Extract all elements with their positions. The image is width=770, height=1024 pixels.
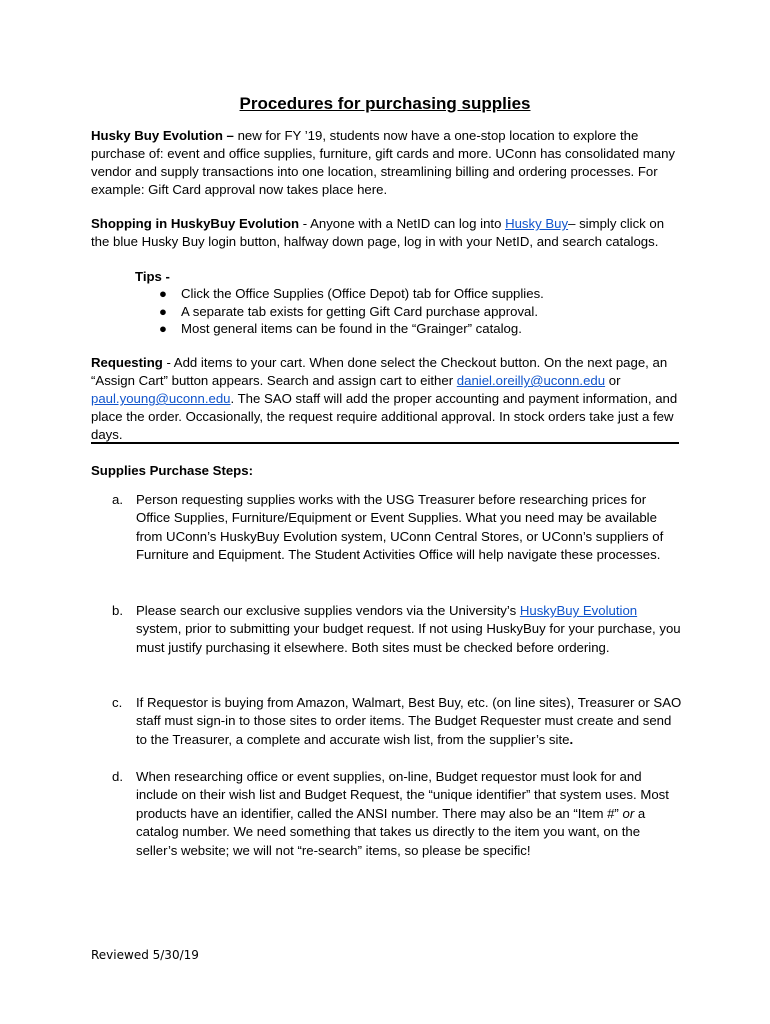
step-a: [112, 491, 682, 565]
step-d-text-2: a catalog number. We need something that takes us directly to the item you want, on the seller’s website; we will not “re-search” items, so please be specific!: [136, 805, 646, 858]
shopping-heading: Shopping in HuskyBuy Evolution: [91, 216, 300, 231]
steps-heading: Supplies Purchase Steps:: [91, 463, 253, 478]
step-b-text-before: Please search our exclusive supplies vendors via the University’s: [136, 603, 520, 618]
step-marker: a.: [112, 492, 123, 507]
tip-text: A separate tab exists for getting Gift Card purchase approval.: [181, 303, 538, 319]
step-d-text-1: When researching office or event supplies, on-line, Budget requestor must look for and include on their wish list and Budget Request, the “unique identifier” that system uses. Most products have an identifier, called the ANSI number. There may also be an “Item #”: [136, 769, 669, 821]
step-a-text: Person requesting supplies works with the USG Treasurer before researching prices for Office Supplies, Furniture/Equipment or Event Supplies. What you need may be available from UConn’s HuskyBuy Evolution system, UConn Central Stores, or UConn’s suppliers of Furniture and Equipment. The Student Activities Office will help navigate these processes.: [136, 492, 664, 563]
huskybuy-evolution-link[interactable]: HuskyBuy Evolution: [519, 603, 638, 618]
husky-buy-link[interactable]: Husky Buy: [505, 216, 569, 231]
page-title: Procedures for purchasing supplies: [239, 94, 531, 113]
requesting-text-2: or: [605, 373, 621, 388]
step-c-text: [136, 694, 682, 749]
step-d: [112, 768, 682, 860]
step-c-end: .: [569, 731, 574, 747]
shopping-paragraph: [91, 215, 681, 251]
intro-heading: Husky Buy Evolution –: [91, 128, 234, 143]
bullet-icon: ●: [159, 321, 167, 336]
step-c: [112, 694, 682, 749]
requesting-text-3: . The SAO staff will add the proper accounting and payment information, and place the order. Occasionally, the request require additional approval. In stock orders take just a few days.: [91, 391, 678, 442]
email-link-young[interactable]: paul.young@uconn.edu: [91, 391, 231, 406]
intro-text: new for FY ’19, students now have a one-stop location to explore the purchase of: event and office supplies, furniture, gift cards and more. UConn has consolidated many vendor and supply transactions into one location, streamlining billing and ordering processes. For example: Gift Card approval now takes place here.: [91, 128, 676, 197]
reviewed-date-footer: Reviewed 5/30/19: [91, 948, 199, 962]
step-marker: d.: [112, 769, 123, 784]
requesting-text-1: - Add items to your cart. When done select the Checkout button. On the next page, an “Assign Cart” button appears. Search and assign cart to either: [91, 355, 668, 388]
step-b-text-after: system, prior to submitting your budget request. If not using HuskyBuy for your purchase, you must justify purchasing it elsewhere. Both sites must be checked before ordering.: [136, 621, 681, 655]
shopping-text-before: - Anyone with a NetID can log into: [299, 216, 506, 231]
tips-list: [155, 285, 544, 338]
step-marker: c.: [112, 695, 123, 710]
requesting-paragraph: [91, 354, 681, 444]
shopping-text-after: – simply click on the blue Husky Buy login button, halfway down page, log in with your NetID, and search catalogs.: [91, 216, 665, 249]
step-b-text: [136, 602, 682, 657]
horizontal-divider: [91, 442, 679, 444]
tip-item: [155, 320, 544, 338]
step-c-main: If Requestor is buying from Amazon, Walmart, Best Buy, etc. (on line sites), Treasurer or SAO staff must sign-in to those sites to order items. The Budget Requester must create and send to the Treasurer, a complete and accurate wish list, from the supplier’s site: [136, 695, 682, 747]
tip-text: Click the Office Supplies (Office Depot) tab for Office supplies.: [181, 286, 544, 301]
step-marker: b.: [112, 603, 123, 618]
tip-item: [155, 303, 544, 321]
intro-paragraph: [91, 127, 681, 199]
email-link-oreilly[interactable]: daniel.oreilly@uconn.edu: [456, 373, 606, 388]
bullet-icon: ●: [159, 303, 167, 319]
step-d-italic-or: or: [618, 805, 635, 821]
step-b: [112, 602, 682, 657]
tips-label: Tips -: [135, 269, 170, 284]
tip-text: Most general items can be found in the “Grainger” catalog.: [181, 321, 522, 336]
requesting-heading: Requesting: [91, 355, 163, 370]
bullet-icon: ●: [159, 286, 167, 301]
step-d-text: [136, 768, 682, 860]
tip-item: [155, 285, 544, 303]
